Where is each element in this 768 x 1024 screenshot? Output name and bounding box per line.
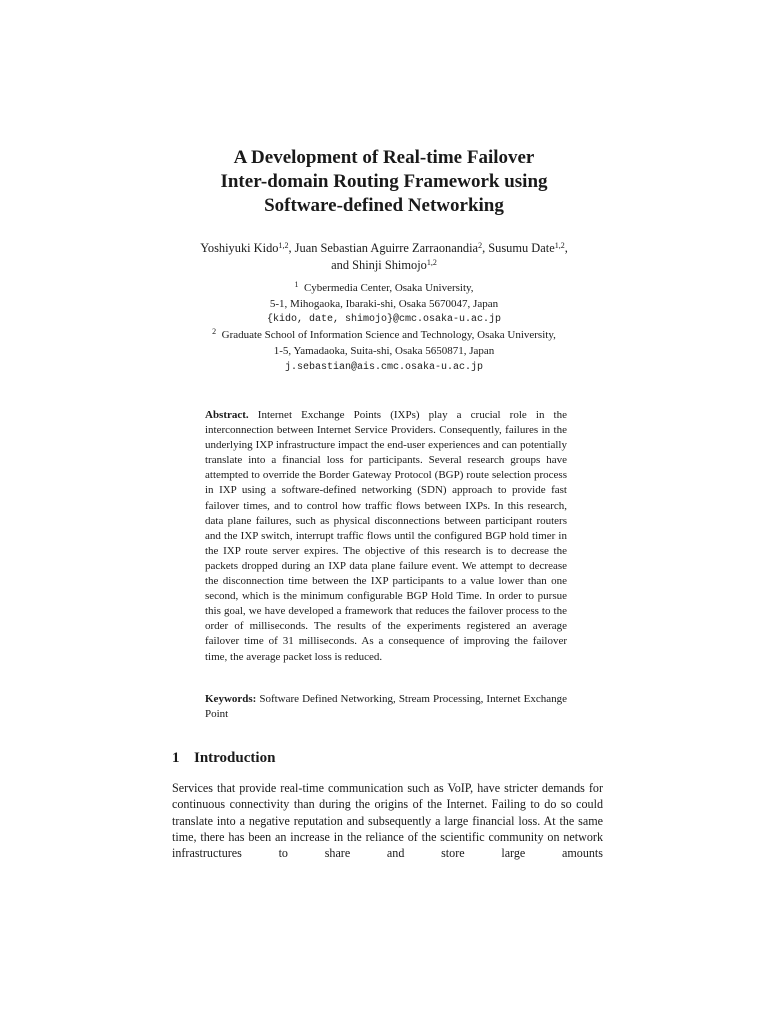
affiliation-address: 5-1, Mihogaoka, Ibaraki-shi, Osaka 5670047, Japan [269, 297, 499, 310]
affiliation-marker: 2 [212, 327, 217, 337]
author-line: Yoshiyuki Kido$^{1,2}$, Juan Sebastian Aguirre Zarraonandia$^2$, Susumu Date$^{1,2}$, [200, 241, 568, 255]
affiliation-line [120, 328, 648, 344]
author-line [120, 257, 648, 274]
author-list [120, 240, 648, 274]
abstract-text: Internet Exchange Points (IXPs) play a crucial role in the interconnection between Internet Service Providers. Consequently, failures in the underlying IXP infrastructure impact the end-user experiences and can potentially translate into a financial loss for participants. Several research groups have attempted to override the Border Gateway Protocol (BGP) route selection process in IXP using a software-defined networking (SDN) approach to provide fast failover times, and to control how traffic flows between IXPs. In this research, data plane failures, such as physical disconnections between participant routers and the IXP switch, interrupt traffic flows until the configured BGP hold timer in the IXP route server expires. The objective of this research is to decrease the packets dropped during an IXP data plane failure event. We attempt to decrease the disconnection time between the IXP participants to a value lower than one second, which is the minimum configurable BGP Hold Time. In order to pursue this goal, we have developed a framework that reduces the failover process to the order of milliseconds. The results of the experiments registered an average failover time of 31 milliseconds. As a consequence of improving the failover time, the average packet loss is reduced. [205, 409, 567, 663]
author-affiliation-marker: 1,2 [426, 258, 437, 267]
affiliations [120, 281, 648, 375]
section-title: Introduction [194, 750, 276, 766]
keywords [205, 692, 567, 722]
affiliation-email: j.sebastian@ais.cmc.osaka-u.ac.jp [284, 361, 484, 373]
keywords-label: Keywords: [205, 693, 257, 705]
keywords-text: Software Defined Networking, Stream Processing, Internet Exchange Point [205, 693, 567, 721]
body-paragraph: Services that provide real-time communication such as VoIP, have stricter demands for continuous connectivity than during the origins of the Internet. Failing to do so could translate into a negative reputation and subsequently a large financial loss. At the same time, there has been an increase in the reliance of the scientific community on network infrastructures to share and store large amounts [172, 781, 603, 861]
title-line: A Development of Real-time Failover [233, 147, 535, 168]
affiliation-institution: Graduate School of Information Science and Technology, Osaka University, [221, 329, 556, 342]
section-heading [172, 749, 275, 767]
author-name: and Shinji Shimojo [331, 258, 427, 272]
author-affiliation-marker: 1,2 [278, 241, 289, 250]
author-name: Susumu Date [488, 241, 555, 255]
abstract [205, 408, 567, 665]
affiliation-address: 1-5, Yamadaoka, Suita-shi, Osaka 5650871, Japan [273, 344, 495, 357]
abstract-label: Abstract. [205, 409, 249, 421]
affiliation-line [120, 281, 648, 297]
section-number: 1 [172, 750, 180, 766]
affiliation-email: {kido, date, shimojo}@cmc.osaka-u.ac.jp [266, 314, 502, 326]
paper-title [120, 146, 648, 218]
author-name: Yoshiyuki Kido [200, 241, 279, 255]
author-name: Juan Sebastian Aguirre Zarraonandia [294, 241, 479, 255]
title-line: Inter-domain Routing Framework using [220, 171, 548, 192]
author-affiliation-marker: 1,2 [554, 241, 565, 250]
author-affiliation-marker: 2 [478, 241, 483, 250]
affiliation-institution: Cybermedia Center, Osaka University, [303, 282, 474, 294]
affiliation-marker: 1 [294, 280, 299, 289]
title-line: Software-defined Networking [264, 195, 504, 216]
